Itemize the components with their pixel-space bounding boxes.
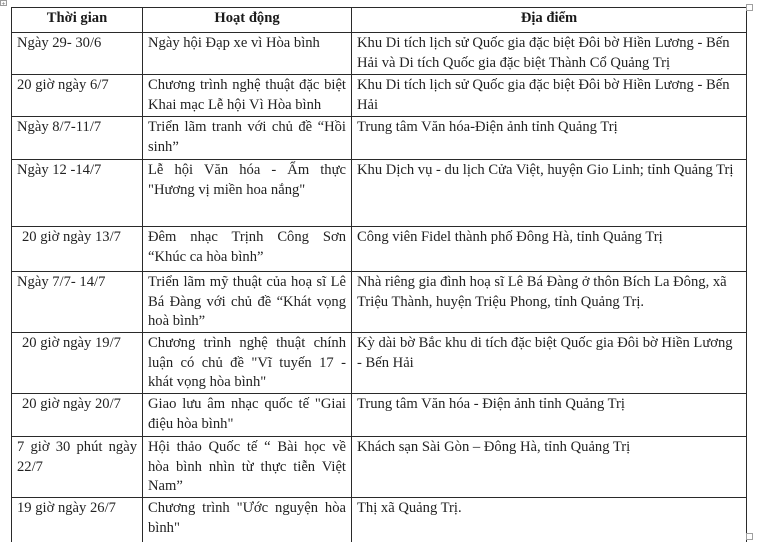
cell-time: 20 giờ ngày 19/7 (12, 333, 143, 394)
table-row (12, 117, 747, 160)
cell-time: 20 giờ ngày 6/7 (12, 75, 143, 117)
cell-activity: Chương trình "Ước nguyện hòa bình" (143, 498, 352, 542)
cell-activity: Đêm nhạc Trịnh Công Sơn “Khúc ca hòa bình” (143, 227, 352, 272)
cell-time: 20 giờ ngày 13/7 (12, 227, 143, 272)
header-location: Địa điểm (352, 8, 747, 33)
table-row (12, 272, 747, 333)
cell-activity: Lễ hội Văn hóa - Ẩm thực "Hương vị miền hoa nắng" (143, 160, 352, 227)
table-row (12, 160, 747, 227)
cell-time: 7 giờ 30 phút ngày 22/7 (12, 437, 143, 498)
table-row (12, 498, 747, 542)
cell-location: Thị xã Quảng Trị. (352, 498, 747, 542)
table-row (12, 394, 747, 437)
cell-time: Ngày 7/7- 14/7 (12, 272, 143, 333)
cell-activity: Chương trình nghệ thuật đặc biệt Khai mạc Lễ hội Vì Hòa bình (143, 75, 352, 117)
event-schedule-table (11, 7, 747, 542)
cell-activity: Ngày hội Đạp xe vì Hòa bình (143, 33, 352, 75)
table-row (12, 333, 747, 394)
cell-location: Trung tâm Văn hóa-Điện ảnh tỉnh Quảng Trị (352, 117, 747, 160)
table-move-handle-icon[interactable]: + (1, 0, 6, 6)
table-row (12, 33, 747, 75)
cell-location: Khu Di tích lịch sử Quốc gia đặc biệt Đôi bờ Hiền Lương - Bến Hải (352, 75, 747, 117)
cell-time: Ngày 29- 30/6 (12, 33, 143, 75)
table-row (12, 437, 747, 498)
cell-activity: Chương trình nghệ thuật chính luận có chủ đề "Vĩ tuyến 17 - khát vọng hòa bình" (143, 333, 352, 394)
cell-activity: Triển lãm tranh với chủ đề “Hồi sinh” (143, 117, 352, 160)
cell-location: Nhà riêng gia đình hoạ sĩ Lê Bá Đàng ở thôn Bích La Đông, xã Triệu Thành, huyện Triệu Phong, tỉnh Quảng Trị. (352, 272, 747, 333)
header-activity: Hoạt động (143, 8, 352, 33)
cell-location: Trung tâm Văn hóa - Điện ảnh tỉnh Quảng Trị (352, 394, 747, 437)
cell-time: 19 giờ ngày 26/7 (12, 498, 143, 542)
table-row (12, 227, 747, 272)
cell-time: 20 giờ ngày 20/7 (12, 394, 143, 437)
cell-activity: Triển lãm mỹ thuật của hoạ sĩ Lê Bá Đàng với chủ đề “Khát vọng hoà bình” (143, 272, 352, 333)
table-header-row (12, 8, 747, 33)
cell-time: Ngày 12 -14/7 (12, 160, 143, 227)
cell-location: Khách sạn Sài Gòn – Đông Hà, tỉnh Quảng Trị (352, 437, 747, 498)
header-time: Thời gian (12, 8, 143, 33)
cell-location: Khu Di tích lịch sử Quốc gia đặc biệt Đôi bờ Hiền Lương - Bến Hải và Di tích Quốc gia đặc biệt Thành Cổ Quảng Trị (352, 33, 747, 75)
table-resize-handle-icon[interactable] (746, 533, 753, 540)
cell-location: Kỳ dài bờ Bắc khu di tích đặc biệt Quốc gia Đôi bờ Hiền Lương - Bến Hải (352, 333, 747, 394)
table-row (12, 75, 747, 117)
cell-location: Khu Dịch vụ - du lịch Cửa Việt, huyện Gio Linh; tỉnh Quảng Trị (352, 160, 747, 227)
cell-activity: Giao lưu âm nhạc quốc tế "Giai điệu hòa bình" (143, 394, 352, 437)
cell-activity: Hội thảo Quốc tế “ Bài học về hòa bình nhìn từ thực tiễn Việt Nam” (143, 437, 352, 498)
cell-location: Công viên Fidel thành phố Đông Hà, tỉnh Quảng Trị (352, 227, 747, 272)
cell-time: Ngày 8/7-11/7 (12, 117, 143, 160)
right-edge-handle-icon[interactable] (746, 4, 753, 11)
